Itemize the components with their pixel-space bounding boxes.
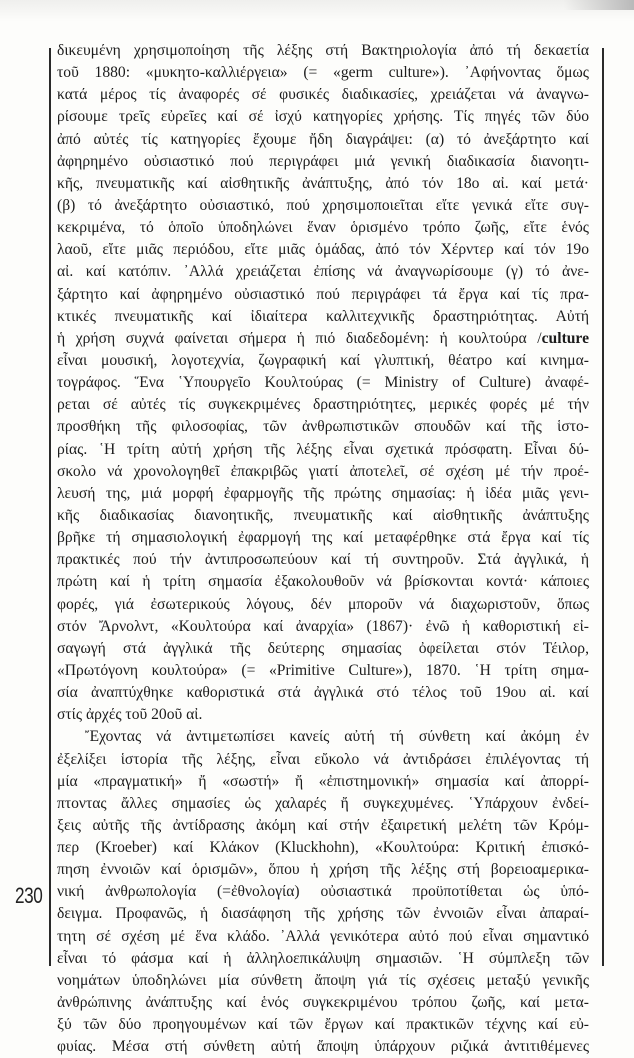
text-line: πηση ἐννοιῶν καί ὁρισμῶν», ὅπου ἡ χρήση τῆς λέξης στή βορειοαμερικα-	[57, 861, 589, 879]
text-line: νοημάτων ὑποδηλώνει μία σύνθετη ἄποψη γιά τίς σχέσεις μεταξύ γενικῆς	[57, 971, 589, 989]
text-line: πρώτη καί ἡ τρίτη σημασία ἐξακολουθοῦν νά βρίσκονται κοντά· κάποιες	[57, 573, 589, 591]
text-line: μία «πραγματική» ἤ «σωστή» ἤ «ἐπιστημονική» σημασία καί ἀπορρί-	[57, 772, 589, 790]
text-line: κῆς, πνευματικῆς καί αἰσθητικῆς ἀνάπτυξης, ἀπό τόν 18ο αἰ. καί μετά·	[57, 174, 589, 192]
text-line: «Πρωτόγονη κουλτούρα» (= «Primitive Culture»), 1870. ῾Η τρίτη σημα-	[57, 661, 589, 679]
right-margin-rule	[602, 48, 604, 966]
text-line: φορές, γιά ἐσωτερικούς λόγους, δέν μποροῦν νά διαχωριστοῦν, ὅπως	[57, 595, 589, 613]
text-segment: ἡ χρήση συχνά φαίνεται σήμερα ἡ πιό διαδεδομένη: ἡ κουλτούρα /	[57, 329, 542, 347]
text-line: ρίας. ῾Η τρίτη αὐτή χρήση τῆς λέξης εἶναι σχετικά πρόσφατη. Εἶναι δύ-	[57, 440, 589, 458]
text-line: τητη σέ σχέση μέ ἕνα κλάδο. ᾿Αλλά γενικότερα αὐτό πού εἶναι σημαντικό	[57, 927, 589, 945]
page-number: 230	[15, 883, 43, 908]
text-line: βρῆκε τή σημασιολογική ἐφαρμογή της καί μεταφέρθηκε στά ἔργα καί τίς	[57, 529, 589, 547]
text-line: δικευμένη χρησιμοποίηση τῆς λέξης στή Βακτηριολογία ἀπό τή δεκαετία	[57, 42, 589, 59]
text-line: σαγωγή στά ἀγγλικά τῆς δεύτερης σημασίας ὀφείλεται στόν Τέιλορ,	[57, 639, 589, 657]
text-line: ἀνθρώπινης ἀνάπτυξης καί ἑνός συγκεκριμένου τρόπου ζωῆς, καί μετα-	[57, 994, 589, 1012]
text-line: φυίας. Μέσα στή σύνθετη αὐτή ἄποψη ὑπάρχουν ριζικά ἀντιτιθέμενες	[57, 1038, 589, 1056]
text-line: (β) τό ἀνεξάρτητο οὐσιαστικό, πού χρησιμοποιεῖται εἴτε γενικά εἴτε συγ-	[57, 196, 589, 214]
text-line: ἐξελίξει ἱστορία τῆς λέξης, εἶναι εὔκολο νά ἀντιδράσει ἐπιλέγοντας τή	[57, 750, 589, 768]
text-line: τοῦ 1880: «μυκητο-καλλιέργεια» (= «germ culture»). ᾿Αφήνοντας ὅμως	[57, 64, 589, 82]
text-line: ρίσουμε τρεῖς εὐρεῖες καί σέ ἰσχύ κατηγορίες χρήσης. Τίς πηγές τῶν δύο	[57, 108, 589, 126]
text-line: τογράφος. Ἕνα ῾Υπουργεῖο Κουλτούρας (= Ministry of Culture) ἀναφέ-	[57, 374, 589, 392]
paragraph-end-line: στίς ἀρχές τοῦ 20οῦ αἰ.	[57, 706, 203, 724]
text-line: κεκριμένα, τό ὁποῖο ὑποδηλώνει ἕναν ὁρισμένο τρόπο ζωῆς, εἴτε ἑνός	[57, 219, 589, 237]
text-line: στόν Ἄρνολντ, «Κουλτούρα καί ἀναρχία» (1867)· ἐνῶ ἡ καθοριστική εἰ-	[57, 617, 589, 635]
text-line: νική ἀνθρωπολογία (=ἐθνολογία) οὐσιαστικά προϋποτίθεται ὡς ὑπό-	[57, 883, 589, 901]
text-line-with-bold	[57, 328, 589, 350]
paragraph-start-line: Ἔχοντας νά ἀντιμετωπίσει κανείς αὐτή τή σύνθετη καί ἀκόμη ἐν	[85, 728, 589, 746]
text-line: αἰ. καί κατόπιν. ᾿Αλλά χρειάζεται ἐπίσης νά ἀναγνωρίσουμε (γ) τό ἀνε-	[57, 263, 589, 281]
text-line: ξύ τῶν δύο προηγουμένων καί τῶν ἔργων καί πρακτικῶν τέχνης καί εὐ-	[57, 1016, 589, 1034]
text-line: εἶναι τό φάσμα καί ἡ ἀλληλοεπικάλυψη σημασιῶν. ῾Η σύμπλεξη τῶν	[57, 949, 589, 967]
text-line: ἀφηρημένο οὐσιαστικό πού περιγράφει μιά γενική διαδικασία διανοητι-	[57, 152, 589, 170]
text-line: ρεται σέ αὐτές τίς συγκεκριμένες δραστηριότητες, μερικές φορές μέ τήν	[57, 396, 589, 414]
scan-corner-shadow	[564, 0, 634, 10]
text-line: σία ἀναπτύχθηκε καθοριστικά στά ἀγγλικά στό τέλος τοῦ 19ου αἰ. καί	[57, 684, 589, 702]
text-line: περ (Kroeber) καί Κλάκον (Kluckhohn), «Κουλτούρα: Κριτική ἐπισκό-	[57, 839, 589, 857]
bold-term-culture: culture	[541, 329, 589, 347]
text-line: λαοῦ, εἴτε μιᾶς περιόδου, εἴτε μιᾶς ὁμάδας, ἀπό τόν Χέρντερ καί τόν 19ο	[57, 241, 589, 259]
text-line: πρακτικές πού τήν ἀντιπροσωπεύουν καί τή συντηροῦν. Στά ἀγγλικά, ἡ	[57, 551, 589, 569]
text-line: εἶναι μουσική, λογοτεχνία, ζωγραφική καί γλυπτική, θέατρο καί κινημα-	[57, 351, 589, 369]
text-line: ἀπό αὐτές τίς κατηγορίες ἔχουμε ἤδη διαγράψει: (α) τό ἀνεξάρτητο καί	[57, 130, 589, 148]
text-line: ξεις αὐτῆς τῆς ἀντίδρασης ἀκόμη καί στήν ἐξαιρετική μελέτη τῶν Κρόμ-	[57, 816, 589, 834]
text-line: κῆς διαδικασίας διανοητικῆς, πνευματικῆς καί αἰσθητικῆς ἀνάπτυξης	[57, 506, 589, 524]
text-line: σκολο νά χρονολογηθεῖ ἐπακριβῶς γιατί ἀποτελεῖ, σέ σχέση μέ τήν προέ-	[57, 462, 589, 480]
text-line: πτοντας ἄλλες σημασίες ὡς χαλαρές ἤ συγκεχυμένες. ῾Υπάρχουν ἐνδεί-	[57, 794, 589, 812]
text-line: ξάρτητο καί ἀφηρημένο οὐσιαστικό πού περιγράφει τά ἔργα καί τίς πρα-	[57, 285, 589, 303]
text-line: λευσή της, μιά μορφή ἐφαρμογῆς τῆς πρώτης σημασίας: ἡ ἰδέα μιᾶς γενι-	[57, 484, 589, 502]
text-line: δειγμα. Προφανῶς, ἡ διασάφηση τῆς χρήσης τῶν ἐννοιῶν εἶναι ἀπαραί-	[57, 905, 589, 923]
text-line: κατά μέρος τίς ἀναφορές σέ φυσικές διαδικασίες, χρειάζεται νά ἀναγνω-	[57, 86, 589, 104]
body-text	[57, 40, 589, 1058]
text-line: κτικές πνευματικῆς καί ἰδιαίτερα καλλιτεχνικῆς δραστηριότητας. Αὐτή	[57, 307, 589, 325]
left-margin-rule	[49, 48, 51, 966]
text-line: προσθήκη τῆς φιλοσοφίας, τῶν ἀνθρωπιστικῶν σπουδῶν καί τῆς ἱστο-	[57, 418, 589, 436]
scan-top-shadow	[0, 0, 634, 22]
